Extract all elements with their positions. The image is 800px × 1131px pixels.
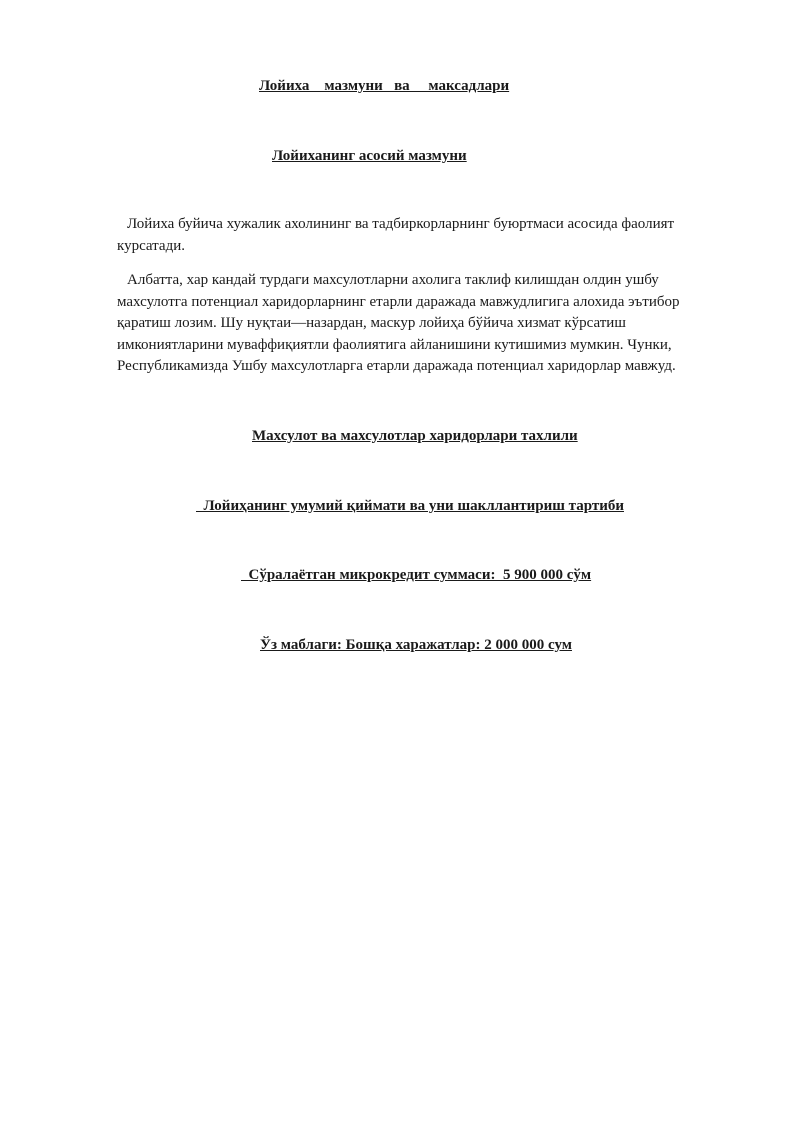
paragraph-market-potential: Албатта, хар кандай турдаги махсулотларни ахолига таклиф килишдан олдин ушбу махсулотга потенциал харидорларнинг етарли даражада мавжудлигига алохида эътибор қаратиш лозим. Шу нуқтаи—назардан, маскур лойиҳа бўйича хизмат кўрсатиш имкониятларини муваффиқиятли фаолиятига айланишини кутишимиз мумкин. Чунки, Республикамизда Ушбу махсулотларга етарли даражада потенциал харидорлар мавжуд. [117,272,680,374]
document-title: Лойиха мазмуни ва максадлари [259,78,510,94]
microcredit-amount-line: Сўралаётган микрокредит суммаси: 5 900 000 сўм [241,567,592,583]
section-heading-project-cost: Лойиҳанинг умумий қиймати ва уни шакллантириш тартиби [196,498,624,514]
section-heading-main-content: Лойиханинг асосий мазмуни [272,148,467,164]
section-heading-product-analysis: Махсулот ва махсулотлар харидорлари тахлили [252,428,578,444]
own-funds-line: Ўз маблаги: Бошқа харажатлар: 2 000 000 сум [260,637,572,653]
paragraph-activity: Лойиха буйича хужалик ахолининг ва тадбиркорларнинг буюртмаси асосида фаолият курсатади. [117,216,675,254]
